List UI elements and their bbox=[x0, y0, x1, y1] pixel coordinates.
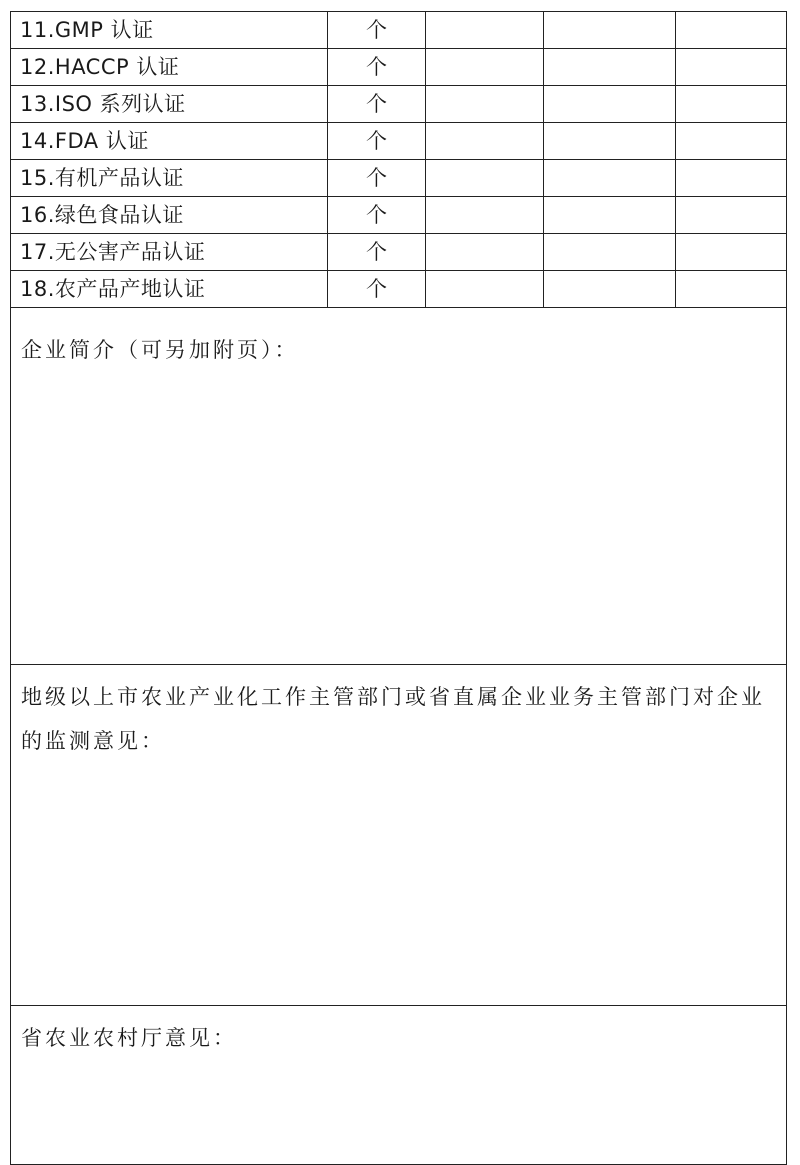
company-intro-field[interactable] bbox=[11, 308, 787, 665]
cert-value-cell[interactable] bbox=[426, 271, 544, 308]
table-row bbox=[11, 86, 787, 123]
monitoring-opinion-label: 地级以上市农业产业化工作主管部门或省直属企业业务主管部门对企业的监测意见： bbox=[21, 685, 765, 753]
cert-value-cell[interactable] bbox=[676, 12, 787, 49]
cert-value-cell[interactable] bbox=[544, 12, 676, 49]
enterprise-form-table bbox=[10, 11, 787, 1165]
table-row bbox=[11, 271, 787, 308]
cert-value-cell[interactable] bbox=[544, 49, 676, 86]
table-row bbox=[11, 234, 787, 271]
cert-item-label: 15.有机产品认证 bbox=[11, 160, 328, 197]
company-intro-label: 企业简介（可另加附页）： bbox=[21, 338, 299, 362]
provincial-opinion-field[interactable] bbox=[11, 1006, 787, 1165]
cert-value-cell[interactable] bbox=[676, 49, 787, 86]
cert-value-cell[interactable] bbox=[676, 86, 787, 123]
cert-value-cell[interactable] bbox=[676, 234, 787, 271]
cert-item-label: 14.FDA 认证 bbox=[11, 123, 328, 160]
table-row bbox=[11, 123, 787, 160]
cert-value-cell[interactable] bbox=[676, 271, 787, 308]
monitoring-opinion-row bbox=[11, 665, 787, 1006]
provincial-opinion-row bbox=[11, 1006, 787, 1165]
cert-item-label: 16.绿色食品认证 bbox=[11, 197, 328, 234]
cert-unit: 个 bbox=[328, 234, 426, 271]
cert-unit: 个 bbox=[328, 86, 426, 123]
cert-unit: 个 bbox=[328, 49, 426, 86]
cert-value-cell[interactable] bbox=[426, 123, 544, 160]
cert-item-label: 11.GMP 认证 bbox=[11, 12, 328, 49]
cert-unit: 个 bbox=[328, 271, 426, 308]
cert-value-cell[interactable] bbox=[544, 123, 676, 160]
cert-value-cell[interactable] bbox=[426, 49, 544, 86]
cert-unit: 个 bbox=[328, 123, 426, 160]
certification-rows bbox=[11, 12, 787, 1165]
cert-item-label: 18.农产品产地认证 bbox=[11, 271, 328, 308]
cert-value-cell[interactable] bbox=[676, 197, 787, 234]
cert-value-cell[interactable] bbox=[426, 197, 544, 234]
cert-value-cell[interactable] bbox=[676, 160, 787, 197]
cert-value-cell[interactable] bbox=[426, 12, 544, 49]
monitoring-opinion-field[interactable] bbox=[11, 665, 787, 1006]
table-row bbox=[11, 160, 787, 197]
provincial-opinion-label: 省农业农村厅意见： bbox=[21, 1026, 237, 1050]
table-row bbox=[11, 12, 787, 49]
cert-unit: 个 bbox=[328, 160, 426, 197]
cert-unit: 个 bbox=[328, 197, 426, 234]
company-intro-row bbox=[11, 308, 787, 665]
cert-value-cell[interactable] bbox=[544, 234, 676, 271]
cert-item-label: 12.HACCP 认证 bbox=[11, 49, 328, 86]
cert-value-cell[interactable] bbox=[676, 123, 787, 160]
cert-value-cell[interactable] bbox=[544, 271, 676, 308]
cert-unit: 个 bbox=[328, 12, 426, 49]
cert-value-cell[interactable] bbox=[544, 160, 676, 197]
table-row bbox=[11, 49, 787, 86]
cert-item-label: 17.无公害产品认证 bbox=[11, 234, 328, 271]
cert-value-cell[interactable] bbox=[544, 197, 676, 234]
cert-value-cell[interactable] bbox=[426, 160, 544, 197]
cert-value-cell[interactable] bbox=[426, 86, 544, 123]
cert-value-cell[interactable] bbox=[426, 234, 544, 271]
table-row bbox=[11, 197, 787, 234]
cert-item-label: 13.ISO 系列认证 bbox=[11, 86, 328, 123]
cert-value-cell[interactable] bbox=[544, 86, 676, 123]
